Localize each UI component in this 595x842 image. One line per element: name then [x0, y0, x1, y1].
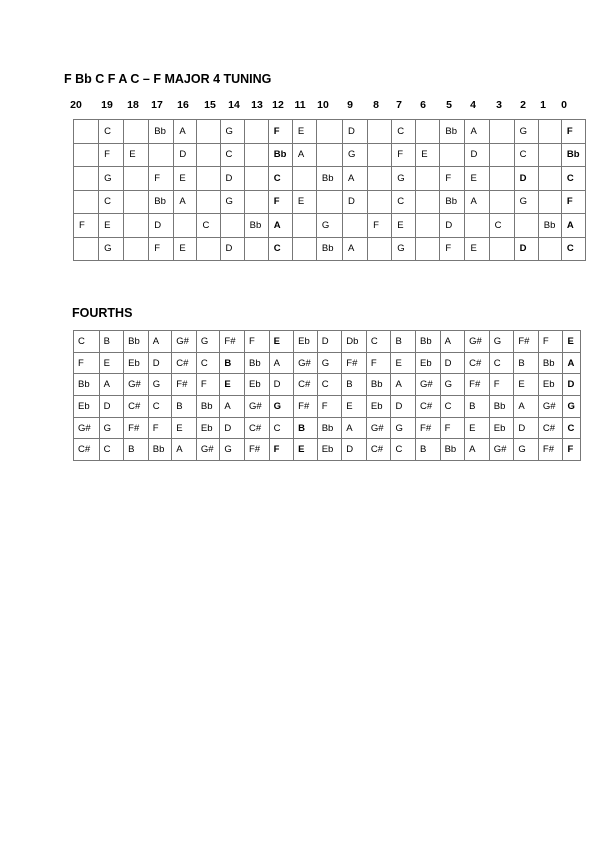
note-cell: B: [294, 417, 318, 439]
note-cell: [316, 120, 342, 144]
note-cell: G: [563, 396, 581, 418]
note-cell: G: [392, 167, 416, 191]
note-cell: [74, 120, 99, 144]
note-cell: [316, 143, 342, 167]
note-cell: Bb: [148, 439, 172, 461]
note-cell: E: [514, 374, 539, 396]
note-cell: F: [149, 167, 174, 191]
note-cell: [465, 214, 489, 238]
note-cell: [244, 237, 268, 261]
note-cell: A: [465, 190, 489, 214]
note-cell: Bb: [489, 396, 514, 418]
note-cell: C#: [538, 417, 563, 439]
note-cell: G#: [124, 374, 149, 396]
table-row: [74, 352, 581, 374]
note-cell: C#: [294, 374, 318, 396]
note-cell: C: [489, 352, 514, 374]
note-cell: G: [514, 439, 539, 461]
note-cell: F: [317, 396, 342, 418]
note-cell: B: [514, 352, 539, 374]
note-cell: C: [196, 352, 220, 374]
note-cell: C: [268, 237, 292, 261]
note-cell: G#: [294, 352, 318, 374]
note-cell: Eb: [366, 396, 391, 418]
note-cell: [489, 143, 514, 167]
note-cell: Bb: [317, 417, 342, 439]
note-cell: G: [391, 417, 416, 439]
note-cell: F#: [416, 417, 441, 439]
note-cell: E: [342, 396, 367, 418]
note-cell: D: [220, 417, 245, 439]
note-cell: Eb: [317, 439, 342, 461]
fret-number: 10: [317, 99, 329, 111]
note-cell: D: [440, 214, 465, 238]
note-cell: C#: [416, 396, 441, 418]
note-cell: D: [563, 374, 581, 396]
note-cell: G: [514, 120, 538, 144]
note-cell: G: [220, 439, 245, 461]
fret-number: 1: [540, 99, 546, 111]
note-cell: A: [342, 417, 367, 439]
note-cell: [368, 120, 392, 144]
note-cell: Bb: [244, 214, 268, 238]
note-cell: [220, 214, 244, 238]
note-cell: G: [392, 237, 416, 261]
note-cell: D: [99, 396, 124, 418]
note-cell: B: [416, 439, 441, 461]
note-cell: F#: [294, 396, 318, 418]
note-cell: C: [197, 214, 220, 238]
note-cell: [368, 190, 392, 214]
note-cell: [416, 120, 440, 144]
note-cell: C: [220, 143, 244, 167]
note-cell: Bb: [74, 374, 100, 396]
note-cell: E: [391, 352, 416, 374]
note-cell: F: [563, 439, 581, 461]
note-cell: F: [99, 143, 124, 167]
note-cell: A: [343, 237, 368, 261]
fret-number: 12: [272, 99, 284, 111]
fret-number: 0: [561, 99, 567, 111]
note-cell: F: [149, 237, 174, 261]
note-cell: B: [172, 396, 197, 418]
note-cell: C: [74, 331, 100, 353]
note-cell: C: [366, 331, 391, 353]
note-cell: G: [317, 352, 342, 374]
note-cell: B: [342, 374, 367, 396]
note-cell: D: [343, 120, 368, 144]
note-cell: D: [514, 237, 538, 261]
note-cell: B: [124, 439, 149, 461]
note-cell: C: [392, 120, 416, 144]
note-cell: F: [269, 439, 294, 461]
note-cell: B: [465, 396, 490, 418]
fret-number: 13: [251, 99, 263, 111]
note-cell: [244, 143, 268, 167]
table-row: [74, 167, 586, 191]
note-cell: Bb: [196, 396, 220, 418]
table-row: [74, 396, 581, 418]
note-cell: Bb: [366, 374, 391, 396]
note-cell: [149, 143, 174, 167]
note-cell: [416, 214, 440, 238]
note-cell: C#: [366, 439, 391, 461]
note-cell: Eb: [294, 331, 318, 353]
note-cell: E: [294, 439, 318, 461]
note-cell: [197, 143, 220, 167]
note-cell: [538, 120, 561, 144]
note-cell: F: [148, 417, 172, 439]
note-cell: A: [269, 352, 294, 374]
note-cell: D: [440, 352, 465, 374]
note-cell: G: [343, 143, 368, 167]
fret-number: 9: [347, 99, 353, 111]
note-cell: Eb: [74, 396, 100, 418]
note-cell: C: [99, 190, 124, 214]
note-cell: G: [148, 374, 172, 396]
note-cell: A: [220, 396, 245, 418]
note-cell: Bb: [316, 167, 342, 191]
fret-number: 8: [373, 99, 379, 111]
note-cell: [292, 237, 316, 261]
note-cell: C: [269, 417, 294, 439]
note-cell: C: [317, 374, 342, 396]
note-cell: Bb: [245, 352, 270, 374]
note-cell: [197, 237, 220, 261]
table-row: [74, 190, 586, 214]
note-cell: F#: [124, 417, 149, 439]
note-cell: E: [99, 214, 124, 238]
note-cell: [74, 237, 99, 261]
table-row: [74, 331, 581, 353]
note-cell: E: [172, 417, 197, 439]
note-cell: E: [465, 417, 490, 439]
note-cell: E: [465, 237, 489, 261]
note-cell: Bb: [440, 120, 465, 144]
note-cell: E: [465, 167, 489, 191]
note-cell: [538, 143, 561, 167]
note-cell: G: [99, 237, 124, 261]
fret-number: 6: [420, 99, 426, 111]
fret-number: 2: [520, 99, 526, 111]
note-cell: D: [514, 417, 539, 439]
note-cell: [368, 167, 392, 191]
note-cell: G: [99, 417, 124, 439]
note-cell: A: [292, 143, 316, 167]
note-cell: F: [440, 417, 465, 439]
note-cell: G#: [465, 331, 490, 353]
note-cell: [489, 120, 514, 144]
note-cell: F: [74, 352, 100, 374]
note-cell: Bb: [149, 120, 174, 144]
note-cell: G: [440, 374, 465, 396]
note-cell: F#: [538, 439, 563, 461]
note-cell: D: [149, 214, 174, 238]
note-cell: [197, 190, 220, 214]
note-cell: [368, 237, 392, 261]
note-cell: Eb: [124, 352, 149, 374]
table-row: [74, 214, 586, 238]
note-cell: F: [392, 143, 416, 167]
table-row: [74, 237, 586, 261]
note-cell: E: [174, 237, 197, 261]
fourths-title: FOURTHS: [72, 306, 133, 320]
note-cell: [292, 214, 316, 238]
note-cell: [440, 143, 465, 167]
fret-number: 20: [70, 99, 82, 111]
note-cell: G#: [74, 417, 100, 439]
fret-number: 14: [228, 99, 240, 111]
note-cell: [244, 120, 268, 144]
note-cell: F: [366, 352, 391, 374]
fret-numbers-row: [0, 99, 595, 113]
note-cell: F: [268, 120, 292, 144]
note-cell: D: [220, 167, 244, 191]
note-cell: B: [99, 331, 124, 353]
note-cell: F#: [514, 331, 539, 353]
note-cell: F#: [465, 374, 490, 396]
table-row: [74, 143, 586, 167]
note-cell: F#: [342, 352, 367, 374]
note-cell: E: [563, 331, 581, 353]
note-cell: E: [292, 120, 316, 144]
note-cell: G: [489, 331, 514, 353]
note-cell: [124, 190, 149, 214]
fret-number: 5: [446, 99, 452, 111]
note-cell: E: [392, 214, 416, 238]
note-cell: F#: [220, 331, 245, 353]
note-cell: [197, 167, 220, 191]
note-cell: [244, 167, 268, 191]
note-cell: C: [268, 167, 292, 191]
note-cell: C: [440, 396, 465, 418]
fret-number: 11: [294, 99, 306, 111]
note-cell: [514, 214, 538, 238]
note-cell: A: [465, 439, 490, 461]
note-cell: D: [220, 237, 244, 261]
note-cell: F: [538, 331, 563, 353]
note-cell: [124, 214, 149, 238]
note-cell: [244, 190, 268, 214]
note-cell: A: [148, 331, 172, 353]
note-cell: Eb: [245, 374, 270, 396]
note-cell: Eb: [196, 417, 220, 439]
note-cell: F: [561, 120, 585, 144]
note-cell: C: [391, 439, 416, 461]
fret-number: 3: [496, 99, 502, 111]
note-cell: [368, 143, 392, 167]
note-cell: E: [220, 374, 245, 396]
note-cell: Bb: [538, 352, 563, 374]
note-cell: [74, 143, 99, 167]
note-cell: F: [368, 214, 392, 238]
note-cell: C#: [74, 439, 100, 461]
note-cell: D: [391, 396, 416, 418]
note-cell: G#: [245, 396, 270, 418]
note-cell: C: [514, 143, 538, 167]
note-cell: G#: [489, 439, 514, 461]
note-cell: C#: [124, 396, 149, 418]
fret-number: 19: [101, 99, 113, 111]
note-cell: D: [514, 167, 538, 191]
note-cell: G: [220, 190, 244, 214]
note-cell: A: [514, 396, 539, 418]
note-cell: [124, 120, 149, 144]
note-cell: C#: [465, 352, 490, 374]
note-cell: C: [99, 120, 124, 144]
table-row: [74, 374, 581, 396]
note-cell: A: [440, 331, 465, 353]
note-cell: [416, 190, 440, 214]
note-cell: C: [99, 439, 124, 461]
note-cell: Bb: [440, 439, 465, 461]
note-cell: Bb: [440, 190, 465, 214]
note-cell: [489, 167, 514, 191]
note-cell: D: [148, 352, 172, 374]
note-cell: D: [317, 331, 342, 353]
note-cell: C: [561, 167, 585, 191]
table-row: [74, 439, 581, 461]
note-cell: E: [292, 190, 316, 214]
note-cell: Bb: [416, 331, 441, 353]
note-cell: Bb: [149, 190, 174, 214]
note-cell: [124, 237, 149, 261]
note-cell: E: [416, 143, 440, 167]
note-cell: Eb: [416, 352, 441, 374]
note-cell: G#: [416, 374, 441, 396]
note-cell: [343, 214, 368, 238]
note-cell: Bb: [538, 214, 561, 238]
note-cell: [489, 237, 514, 261]
note-cell: A: [561, 214, 585, 238]
note-cell: E: [124, 143, 149, 167]
fret-number: 16: [177, 99, 189, 111]
note-cell: G: [220, 120, 244, 144]
note-cell: F: [245, 331, 270, 353]
fourths-table: [73, 330, 581, 461]
note-cell: C: [561, 237, 585, 261]
note-cell: E: [99, 352, 124, 374]
note-cell: D: [343, 190, 368, 214]
note-cell: G: [196, 331, 220, 353]
note-cell: [538, 190, 561, 214]
note-cell: D: [342, 439, 367, 461]
note-cell: C: [148, 396, 172, 418]
note-cell: F: [196, 374, 220, 396]
note-cell: G#: [196, 439, 220, 461]
tuning-table: [73, 119, 586, 261]
note-cell: F: [561, 190, 585, 214]
note-cell: [538, 167, 561, 191]
note-cell: Bb: [124, 331, 149, 353]
note-cell: Eb: [489, 417, 514, 439]
note-cell: C#: [172, 352, 197, 374]
note-cell: [416, 167, 440, 191]
note-cell: [538, 237, 561, 261]
note-cell: B: [391, 331, 416, 353]
note-cell: E: [174, 167, 197, 191]
note-cell: A: [391, 374, 416, 396]
note-cell: G: [269, 396, 294, 418]
note-cell: A: [465, 120, 489, 144]
note-cell: [292, 167, 316, 191]
fret-number: 18: [127, 99, 139, 111]
note-cell: F: [440, 237, 465, 261]
note-cell: F: [268, 190, 292, 214]
note-cell: Bb: [561, 143, 585, 167]
note-cell: Bb: [268, 143, 292, 167]
note-cell: C: [563, 417, 581, 439]
note-cell: G#: [366, 417, 391, 439]
note-cell: G#: [172, 331, 197, 353]
note-cell: C#: [245, 417, 270, 439]
note-cell: A: [563, 352, 581, 374]
note-cell: Eb: [538, 374, 563, 396]
note-cell: F: [440, 167, 465, 191]
table-row: [74, 417, 581, 439]
note-cell: A: [174, 120, 197, 144]
note-cell: A: [343, 167, 368, 191]
note-cell: [316, 190, 342, 214]
note-cell: F: [74, 214, 99, 238]
note-cell: F#: [245, 439, 270, 461]
note-cell: F: [489, 374, 514, 396]
fret-number: 7: [396, 99, 402, 111]
note-cell: G: [514, 190, 538, 214]
note-cell: F#: [172, 374, 197, 396]
fret-number: 4: [470, 99, 476, 111]
note-cell: A: [174, 190, 197, 214]
note-cell: C: [392, 190, 416, 214]
note-cell: [197, 120, 220, 144]
note-cell: G: [99, 167, 124, 191]
fret-number: 15: [204, 99, 216, 111]
note-cell: [416, 237, 440, 261]
note-cell: [489, 190, 514, 214]
note-cell: A: [99, 374, 124, 396]
tuning-title: F Bb C F A C – F MAJOR 4 TUNING: [64, 72, 272, 86]
note-cell: [74, 190, 99, 214]
note-cell: E: [269, 331, 294, 353]
note-cell: C: [489, 214, 514, 238]
fret-number: 17: [151, 99, 163, 111]
note-cell: D: [174, 143, 197, 167]
note-cell: [124, 167, 149, 191]
note-cell: A: [172, 439, 197, 461]
note-cell: A: [268, 214, 292, 238]
note-cell: G: [316, 214, 342, 238]
note-cell: B: [220, 352, 245, 374]
note-cell: Db: [342, 331, 367, 353]
note-cell: D: [465, 143, 489, 167]
note-cell: [174, 214, 197, 238]
table-row: [74, 120, 586, 144]
note-cell: Bb: [316, 237, 342, 261]
note-cell: [74, 167, 99, 191]
note-cell: G#: [538, 396, 563, 418]
note-cell: D: [269, 374, 294, 396]
